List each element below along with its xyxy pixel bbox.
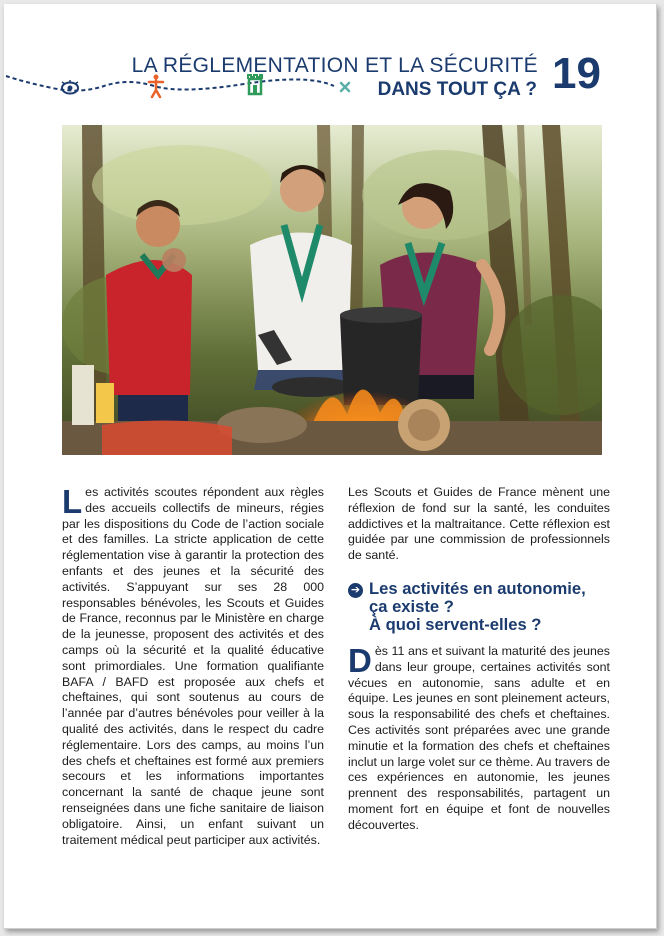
paragraph-text: ès 11 ans et suivant la maturité des jeunes dans leur groupe, certaines activités sont vécues en autonomie, sans adulte et en équipe. Les jeunes en sont pleinement acteurs, sous la responsabilité des chefs et cheftaines. Ces activités sont préparées avec une grande minutie et la formation des chefs et cheftaines inclut un large volet sur ce thème. Au travers de ces expériences en autonomie, les jeunes prennent des responsabilités, partagent un moment fort en équipe et font de nouvelles découvertes. [348,643,610,832]
health-paragraph: Les Scouts et Guides de France mènent une réflexion de fond sur la santé, les conduites addictives et la maltraitance. Cette réflexion est guidée par une commission de professionnels de santé. [348,485,610,563]
arrow-right-icon: ➔ [348,583,363,598]
page [4,4,657,929]
page-title: LA RÉGLEMENTATION ET LA SÉCURITÉ [131,54,538,77]
paragraph-text: es activités scoutes répondent aux règles des accueils collectifs de mineurs, régies par les dispositions du Code de l’action sociale et des familles. La stricte application de cette réglementation vise à garantir la protection des enfants et des jeunes et la sécurité des activités. S’appuyant sur ses 28 000 responsables bénévoles, les Scouts et Guides de France, reconnus par le Ministère en charge de la jeunesse, proposent des activités et des camps où la sécurité et la qualité éducative sont primordiales. Une formation qualifiante BAFA / BAFD est proposée aux chefs et cheftaines, qui sont soutenus au cours de l’année par d’autres bénévoles pour veiller à la qualité des activités, dans le respect du cadre réglementaire. Lors des camps, au moins l’un des chefs et cheftaines est formé aux premiers secours et les informations importantes concernant la santé de chaque jeune sont renseignées dans une fiche sanitaire de liaison obligatoire. Ainsi, un enfant suivant un traitement médical peut participer aux activités. [62,485,324,847]
page-title-line2: DANS TOUT ÇA ? [377,79,537,100]
scouts-cooking-photo [62,125,602,455]
left-column [62,485,324,848]
section-title-line1: Les activités en autonomie, [369,578,586,598]
cross-icon [341,83,349,91]
dropcap: D [348,641,372,679]
section-title [369,580,586,634]
intro-paragraph [62,485,324,848]
section-title-line2: ça existe ? [369,596,454,616]
section-heading [348,580,610,634]
right-column [348,485,610,834]
autonomy-paragraph [348,641,610,834]
page-number: 19 [552,49,601,98]
eye-icon [62,80,78,94]
section-title-line3: À quoi servent-elles ? [369,614,542,634]
dropcap: L [62,483,83,520]
